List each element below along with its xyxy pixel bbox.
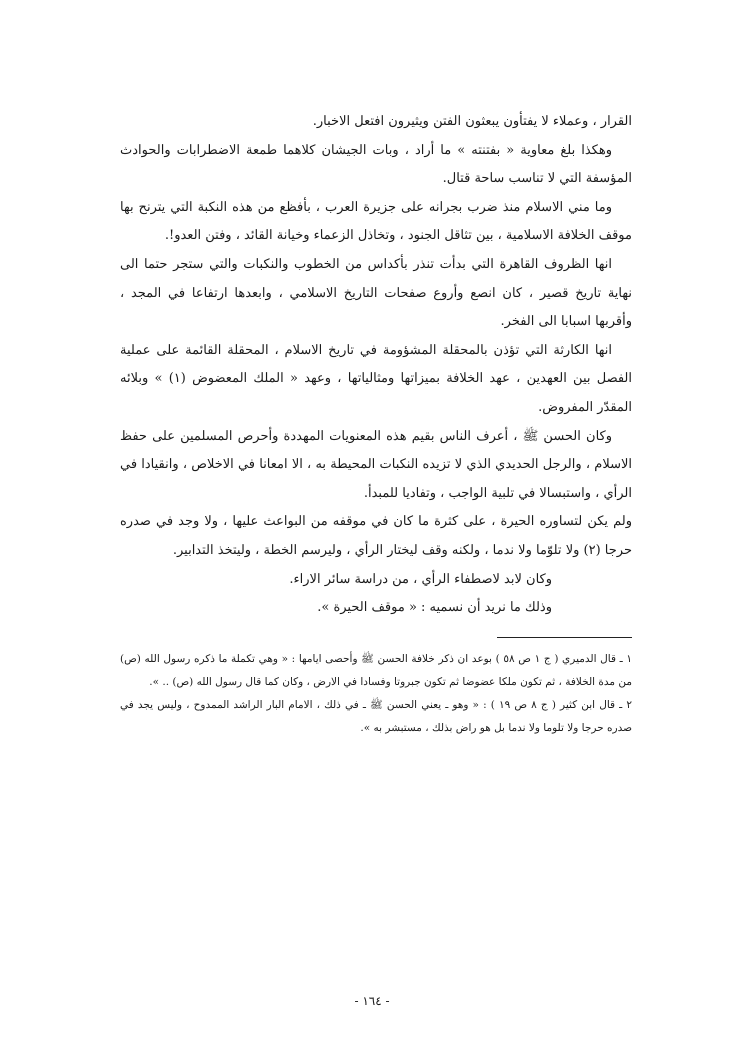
paragraph: انها الظروف القاهرة التي بدأت تنذر بأكداس من الخطوب والنكبات والتي ستجر حتما الى نهاية تاريخ قصير ، كان انصع وأروع صفحات التاريخ الاسلامي ، وابعدها ارتفاعا في المجد ، وأقربها اسبابا الى الفخر. — [120, 256, 632, 330]
paragraph: ولم يكن لتساوره الحيرة ، على كثرة ما كان في موقفه من البواعث عليها ، ولا وجد في صدره حرجا (٢) ولا تلوّما ولا ندما ، ولكنه وقف ليختار الرأي ، وليرسم الخطة ، وليتخذ التدابير. — [120, 514, 632, 558]
paragraph: انها الكارثة التي تؤذن بالمحقلة المشؤومة في تاريخ الاسلام ، المحقلة القائمة على عملية الفصل بين العهدين ، عهد الخلافة بميزاتها ومثالياتها ، وعهد « الملك المعضوض (١) » وبلائه المقدّر المفروض. — [120, 342, 633, 415]
footnote-divider — [497, 637, 632, 638]
page-content — [120, 108, 632, 740]
paragraph: وذلك ما نريد أن نسميه : « موقف الحيرة ». — [317, 600, 552, 616]
footnote: ٢ ـ قال ابن كثير ( ج ٨ ص ١٩ ) : « وهو ـ يعني الحسن ﷺ ـ في ذلك ، الامام البار الراشد الممدوح ، وليس يجد في صدره حرجا ولا تلوما ولا ندما بل هو راض بذلك ، مستبشر به ». — [120, 698, 632, 734]
page-number: - ١٦٤ - — [354, 994, 390, 1008]
paragraph: وما مني الاسلام منذ ضرب بجرانه على جزيرة العرب ، بأفظع من هذه النكبة التي يترنح بها موقف الخلافة الاسلامية ، بين تثاقل الجنود ، وتخاذل الزعماء وخيانة القائد ، وفتن العدو!. — [120, 199, 632, 244]
paragraph: وهكذا بلغ معاوية « بفتنته » ما أراد ، وبات الجيشان كلاهما طمعة الاضطرابات والحوادث المؤسفة التي لا تناسب ساحة قتال. — [120, 142, 632, 187]
footnotes — [120, 648, 632, 740]
paragraph: وكان لابد لاصطفاء الرأي ، من دراسة سائر الاراء. — [289, 571, 552, 587]
paragraph: وكان الحسن ﷺ ، أعرف الناس بقيم هذه المعنويات المهددة وأحرص المسلمين على حفظ الاسلام ، والرجل الحديدي الذي لا تزيده النكبات المحيطة به ، الا امعانا في الاخلاص ، وانقيادا في الرأي ، واستبسالا في تلبية الواجب ، وتفاديا للمبدأ. — [120, 428, 632, 501]
body-text — [120, 108, 632, 623]
paragraph: القرار ، وعملاء لا يفتأون يبعثون الفتن ويثيرون افتعل الاخبار. — [312, 114, 632, 129]
footnote: ١ ـ قال الدميري ( ج ١ ص ٥٨ ) بوعد ان ذكر خلافة الحسن ﷺ وأحصى ايامها : « وهي تكملة ما ذكره رسول الله (ص) من مدة الخلافة ، ثم تكون ملكا عضوضا ثم تكون جبروتا وفسادا في الارض ، وكان كما قال رسول الله (ص) .. ». — [120, 652, 632, 688]
